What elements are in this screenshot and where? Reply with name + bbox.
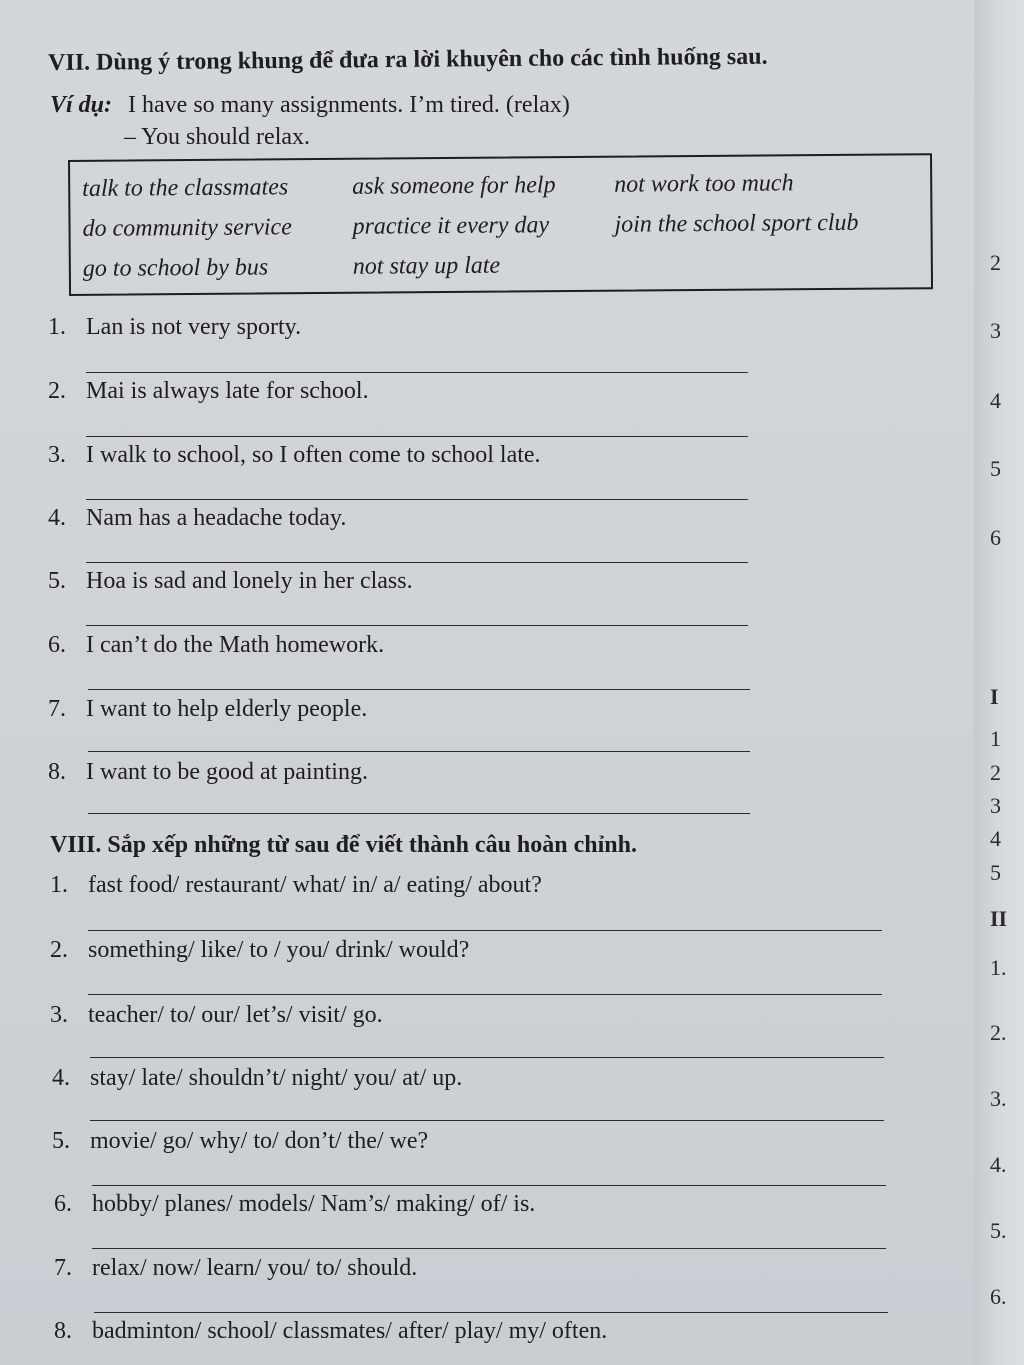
question-number: 1. <box>50 872 68 898</box>
margin-mark: 6 <box>990 525 1001 550</box>
advice-option: ask someone for help <box>352 172 556 200</box>
example-label: Ví dụ: <box>50 92 113 118</box>
question-number: 2. <box>50 937 68 963</box>
advice-option: not work too much <box>614 170 794 198</box>
section-8-title: VIII. Sắp xếp những từ sau để viết thành câu hoàn chỉnh. <box>50 832 637 858</box>
answer-line[interactable] <box>88 994 882 995</box>
margin-mark: 5 <box>990 860 1001 885</box>
advice-option: talk to the classmates <box>82 174 289 202</box>
margin-mark: 4. <box>990 1152 1007 1177</box>
question-text: Nam has a headache today. <box>86 505 347 531</box>
margin-mark: 1 <box>990 726 1001 751</box>
question-item <box>48 568 413 595</box>
answer-line[interactable] <box>86 625 748 626</box>
margin-mark: 2 <box>990 250 1001 275</box>
advice-option: go to school by bus <box>82 254 269 282</box>
margin-mark: 2. <box>990 1020 1007 1045</box>
answer-line[interactable] <box>88 813 750 814</box>
question-number: 5. <box>48 568 66 594</box>
margin-mark: 6. <box>990 1284 1007 1309</box>
question-item <box>48 442 541 469</box>
question-text: stay/ late/ shouldn’t/ night/ you/ at/ up. <box>90 1065 463 1091</box>
example-line <box>50 92 570 119</box>
advice-option: practice it every day <box>352 212 550 240</box>
margin-mark: 1. <box>990 955 1007 980</box>
answer-line[interactable] <box>92 1185 886 1186</box>
answer-line[interactable] <box>88 751 750 752</box>
margin-mark: 4 <box>990 388 1001 413</box>
question-item <box>50 937 469 964</box>
margin-mark: 2 <box>990 760 1001 785</box>
question-text: I want to be good at painting. <box>86 759 368 785</box>
question-text: relax/ now/ learn/ you/ to/ should. <box>92 1255 418 1281</box>
question-text: movie/ go/ why/ to/ don’t/ the/ we? <box>90 1128 429 1154</box>
answer-line[interactable] <box>90 1120 884 1121</box>
question-text: badminton/ school/ classmates/ after/ play/ my/ often. <box>92 1318 608 1344</box>
question-text: fast food/ restaurant/ what/ in/ a/ eating/ about? <box>88 872 542 898</box>
advice-box <box>68 153 933 296</box>
question-text: Hoa is sad and lonely in her class. <box>86 568 413 594</box>
question-number: 3. <box>48 442 66 468</box>
question-number: 5. <box>52 1128 70 1154</box>
question-item <box>50 1002 383 1029</box>
next-page-edge <box>974 0 1024 1365</box>
question-text: hobby/ planes/ models/ Nam’s/ making/ of/ is. <box>92 1191 536 1217</box>
advice-option: join the school sport club <box>614 209 859 238</box>
question-number: 3. <box>50 1002 68 1028</box>
advice-option: do community service <box>82 214 292 242</box>
question-text: I can’t do the Math homework. <box>86 632 385 658</box>
margin-mark: 5 <box>990 456 1001 481</box>
question-number: 1. <box>48 314 66 340</box>
question-number: 8. <box>48 759 66 785</box>
answer-line[interactable] <box>90 1057 884 1058</box>
margin-mark: 3. <box>990 1086 1007 1111</box>
answer-line[interactable] <box>86 436 748 437</box>
margin-mark: 4 <box>990 826 1001 851</box>
answer-line[interactable] <box>88 930 882 931</box>
question-item <box>52 1065 462 1092</box>
question-number: 4. <box>48 505 66 531</box>
question-number: 6. <box>48 632 66 658</box>
answer-line[interactable] <box>94 1312 888 1313</box>
answer-line[interactable] <box>88 689 750 690</box>
question-item <box>50 872 542 899</box>
question-text: something/ like/ to / you/ drink/ would? <box>88 937 470 963</box>
margin-mark: 5. <box>990 1218 1007 1243</box>
question-item <box>54 1191 535 1218</box>
question-item <box>54 1318 607 1345</box>
question-item <box>48 632 384 659</box>
question-number: 7. <box>54 1255 72 1281</box>
margin-mark: 3 <box>990 318 1001 343</box>
margin-mark: 3 <box>990 793 1001 818</box>
question-text: Mai is always late for school. <box>86 378 369 404</box>
margin-mark: II <box>990 906 1008 931</box>
question-number: 8. <box>54 1318 72 1344</box>
question-item <box>48 696 367 723</box>
answer-line[interactable] <box>92 1248 886 1249</box>
answer-line[interactable] <box>86 499 748 500</box>
question-number: 4. <box>52 1065 70 1091</box>
question-text: I want to help elderly people. <box>86 696 368 722</box>
question-text: I walk to school, so I often come to school late. <box>86 442 541 468</box>
question-number: 2. <box>48 378 66 404</box>
margin-mark: I <box>990 684 999 709</box>
question-item <box>48 759 368 786</box>
question-number: 6. <box>54 1191 72 1217</box>
question-text: teacher/ to/ our/ let’s/ visit/ go. <box>88 1002 383 1028</box>
example-text: I have so many assignments. I’m tired. (relax) <box>128 92 570 118</box>
question-number: 7. <box>48 696 66 722</box>
question-item <box>48 314 301 341</box>
question-item <box>48 378 369 405</box>
example-answer: – You should relax. <box>124 124 311 150</box>
section-7-title: VII. Dùng ý trong khung để đưa ra lời khuyên cho các tình huống sau. <box>48 43 768 76</box>
advice-option: not stay up late <box>352 252 501 280</box>
question-text: Lan is not very sporty. <box>86 314 302 340</box>
question-item <box>52 1128 428 1155</box>
answer-line[interactable] <box>86 562 748 563</box>
answer-line[interactable] <box>86 372 748 373</box>
question-item <box>54 1255 417 1282</box>
question-item <box>48 505 346 532</box>
